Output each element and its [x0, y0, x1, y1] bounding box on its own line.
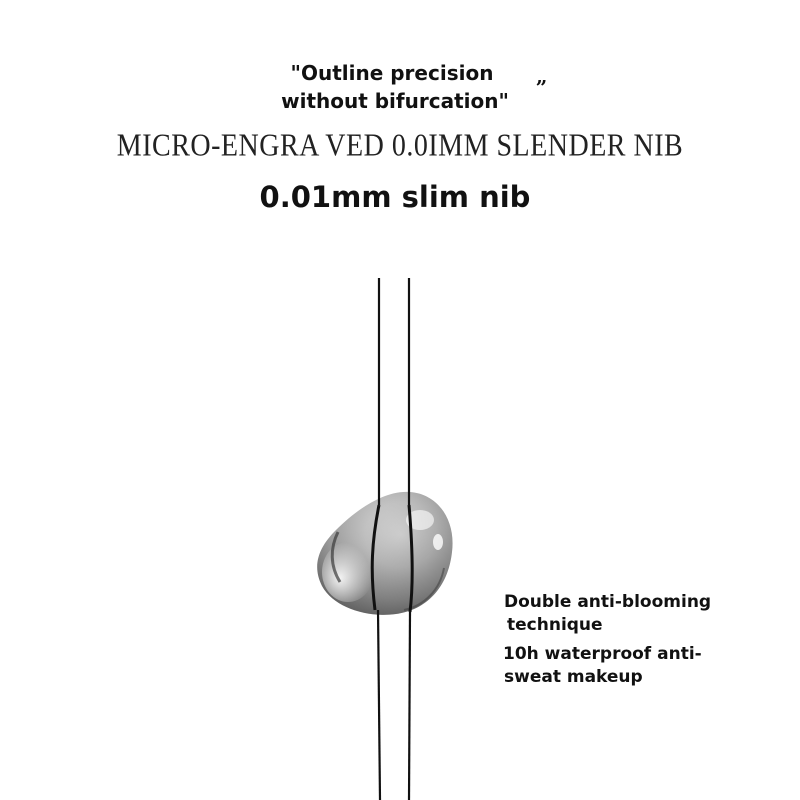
quote-close-mark: „: [536, 64, 548, 88]
feature-1-line-2: technique: [507, 615, 603, 635]
feature-1-line-1: Double anti-blooming: [504, 592, 712, 612]
water-droplet: [317, 492, 452, 615]
headline: MICRO-ENGRA VED 0.0IMM SLENDER NIB: [116, 128, 684, 164]
quote-line-1: "Outline precision: [290, 61, 494, 85]
feature-2-line-1: 10h waterproof anti-: [503, 644, 702, 664]
quote-line-2: without bifurcation": [281, 89, 509, 113]
feature-2-line-2: sweat makeup: [504, 667, 643, 687]
subtitle: 0.01mm slim nib: [259, 180, 531, 214]
